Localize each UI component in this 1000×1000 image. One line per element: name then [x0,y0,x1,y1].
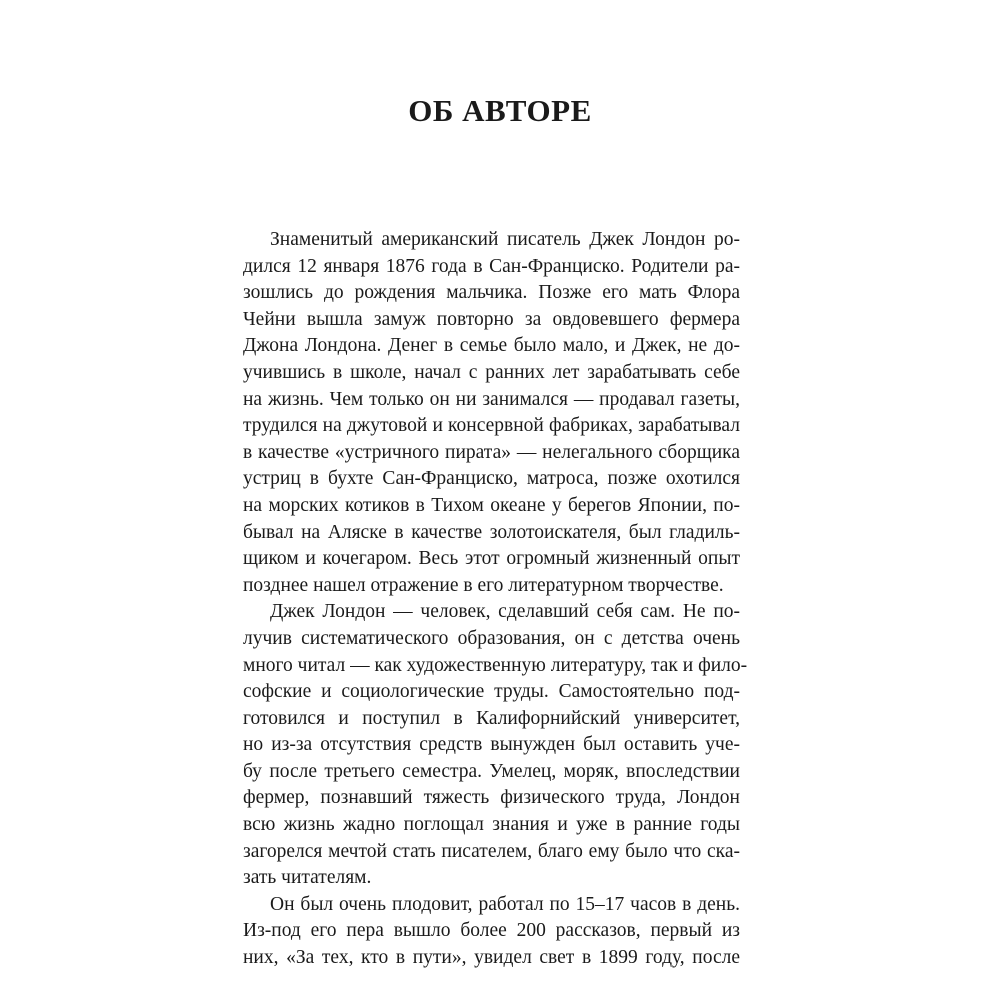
text-line: бывал на Аляске в качестве золотоискателя, был гладиль- [243,521,740,543]
text-line: готовился и поступил в Калифорнийский университет, [243,707,740,729]
text-line: на жизнь. Чем только он ни занимался — продавал газеты, [243,388,740,410]
text-line: трудился на джутовой и консервной фабриках, зарабатывал [243,415,740,437]
page-title: ОБ АВТОРЕ [408,93,592,128]
text-line: лучив систематического образования, он с детства очень [243,627,740,649]
text-line: дился 12 января 1876 года в Сан-Франциско. Родители ра- [243,255,740,277]
text-line: фермер, познавший тяжесть физического труда, Лондон [243,787,740,809]
text-line: в качестве «устричного пирата» — нелегального сборщика [243,441,740,463]
text-line: позднее нашел отражение в его литературном творчестве. [243,574,724,596]
text-line: но из-за отсутствия средств вынужден был оставить уче- [243,734,740,756]
text-line: Чейни вышла замуж повторно за овдовевшего фермера [243,308,740,330]
text-line: учившись в школе, начал с ранних лет зарабатывать себе [243,361,740,383]
text-line: Джона Лондона. Денег в семье было мало, и Джек, не до- [243,335,740,357]
text-line: бу после третьего семестра. Умелец, моряк, впоследствии [243,760,740,782]
text-line: софские и социологические труды. Самостоятельно под- [243,681,740,703]
text-line: Джек Лондон — человек, сделавший себя сам. Не по- [270,601,740,623]
text-line: Он был очень плодовит, работал по 15–17 часов в день. [270,893,740,915]
text-line: Из-под его пера вышло более 200 рассказов, первый из [243,920,740,942]
text-line: Знаменитый американский писатель Джек Лондон ро- [270,229,740,250]
body-text [243,227,748,972]
text-line: них, «За тех, кто в пути», увидел свет в 1899 году, после [243,947,740,969]
text-line: много читал — как художественную литературу, так и фило- [243,654,748,676]
text-line: зать читателям. [243,867,372,889]
text-line: на морских котиков в Тихом океане у берегов Японии, по- [243,494,740,516]
text-line: щиком и кочегаром. Весь этот огромный жизненный опыт [243,548,740,570]
text-line: загорелся мечтой стать писателем, благо ему было что ска- [243,840,740,862]
text-line: устриц в бухте Сан-Франциско, матроса, позже охотился [243,468,740,490]
text-line: зошлись до рождения мальчика. Позже его мать Флора [243,282,740,304]
text-line: всю жизнь жадно поглощал знания и уже в ранние годы [243,814,740,836]
